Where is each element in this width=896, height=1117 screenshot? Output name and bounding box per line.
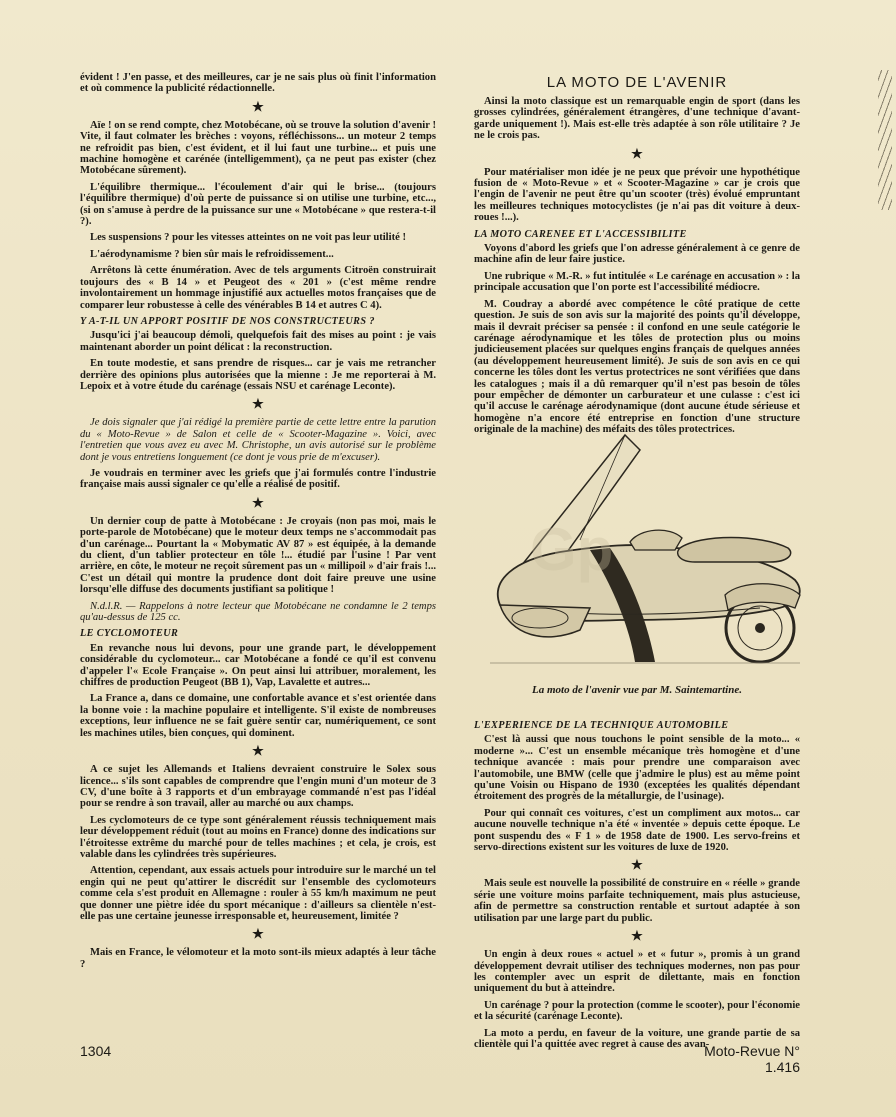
paragraph: Un carénage ? pour la protection (comme le scooter), pour l'économie et la sécurité (carénage Leconte). — [474, 999, 800, 1023]
left-column — [80, 72, 436, 1037]
article-title: LA MOTO DE L'AVENIR — [546, 74, 728, 91]
paragraph: Mais en France, le vélomoteur et la moto sont-ils mieux adaptés à leur tâche ? — [80, 947, 436, 970]
paragraph: M. Coudray a abordé avec compétence le côté pratique de cette question. Je suis de son avis sur la majorité des points qu'il développe, mais il devrait préciser sa pensée : il confond en une seule catégorie le carénage aérodynamique et les tôles de protection plus ou moins judicieusement placées sur quelques engins français de quelques années (au développement heureusement limité). Je suis de son avis en ce qui concerne les tôles dont les vertus protectrices ne sont vérifiées que dans les catalogues ; mais il a dû remarquer qu'il n'est pas besoin de tôles pour empêcher de démonter un carburateur et une culasse : c'est ici qu'il accuse le carénage aérodynamique (dont aucune étude sérieuse et homogène n'a encore été entreprise en fonction d'une structure originale de la machine) des méfaits des tôles protectrices. — [474, 298, 800, 436]
binding-edge — [878, 70, 892, 210]
right-column-bottom — [474, 716, 800, 1050]
section-heading: L'EXPERIENCE DE LA TECHNIQUE AUTOMOBILE — [474, 720, 729, 731]
page-number: 1304 — [80, 1043, 112, 1059]
paragraph: C'est là aussi que nous touchons le point sensible de la moto... « moderne »... C'est un ensemble mécanique très homogène et d'une technique avancée : mais pour prendre une comparaison avec l'automobile, une BMW (celle que j'admire le plus) est au même point qu'une Voisin ou Hispano de 1930 (exceptées les qualités dépendant étroitement des progrès de la métallurgie, de l'usinage). — [474, 734, 800, 803]
section-star: ★ — [631, 145, 643, 161]
section-star: ★ — [631, 928, 643, 944]
paragraph: Un dernier coup de patte à Motobécane : Je croyais (non pas moi, mais le porte-parole de Motobécane) que le moteur deux temps ne s'accommodait pas d'un carénage... Pourtant la « Mobymatic AV 87 » est équipée, à la demande du client, d'un tablier protecteur en tôle !... étudié par l'usine ! Par vent arrière, en côte, le moteur ne reçoit sûrement pas un « millipoil » d'air frais !... C'est un détail qui montre la prudence dont doit faire preuve une usine lorsqu'elle diffuse des documents justifiant sa politique ! — [80, 515, 436, 596]
section-star: ★ — [252, 396, 264, 412]
paragraph: Mais seule est nouvelle la possibilité de construire en « réelle » grande série une voiture moins parfaite techniquement, mais plus astucieuse, afin de permettre sa construction rentable et surtout adaptée à son utilisation par une large part du public. — [474, 878, 800, 924]
paragraph: Je voudrais en terminer avec les griefs que j'ai formulés contre l'industrie française mais aussi signaler ce qu'elle a réalisé de positif. — [80, 467, 436, 491]
paragraph: Ainsi la moto classique est un remarquable engin de sport (dans les grosses cylindrées, généralement étrangères, d'une technique d'avant-garde uniquement !). Mais est-elle très adaptée à son rôle utilitaire ? Je ne le crois pas. — [474, 96, 800, 142]
paragraph: L'aérodynamisme ? bien sûr mais le refroidissement... — [90, 248, 334, 260]
paragraph: Pour matérialiser mon idée je ne peux que prévoir une hypothétique fusion de « Moto-Revue » et « Scooter-Magazine » car je crois que l'engin de l'avenir ne peut être qu'un scooter (très) évolué empruntant les meilleures techniques motocyclistes (je n'ai pas dit voiture à deux-roues !...). — [474, 166, 800, 224]
magazine-issue: Moto-Revue N° 1.416 — [704, 1043, 800, 1075]
paragraph: La moto a perdu, en faveur de la voiture, une grande partie de sa clientèle qui l'a quittée avec regret à cause des avan- — [474, 1027, 800, 1050]
paragraph: En toute modestie, et sans prendre de risques... car je vais me retrancher derrière des opinions plus autorisées que la mienne : Je me reporterai à M. Lepoix et à votre étude du carénage (essais NSU et carénage Leconte). — [80, 358, 436, 392]
section-heading: LA MOTO CARENEE ET L'ACCESSIBILITE — [474, 228, 687, 240]
illustration-caption: La moto de l'avenir vue par M. Saintemartine. — [532, 684, 742, 696]
paragraph: A ce sujet les Allemands et Italiens devraient construire le Solex sous licence... s'ils sont capables de comprendre que l'engin muni d'un moteur de 3 CV, d'une boîte à 3 rapports et d'un embrayage commandé n'est pas l'idéal pour se rendre à son travail, aller au marché ou aux champs. — [80, 764, 436, 810]
section-heading: Y A-T-IL UN APPORT POSITIF DE NOS CONSTRUCTEURS ? — [80, 315, 375, 327]
paragraph: Aïe ! on se rend compte, chez Motobécane, où se trouve la solution d'avenir ! Vite, il faut colmater les brèches : voyons, réfléchissons... un moteur 2 temps ne refroidit pas bien, c'est évident, et il lui faut une turbine... et puis une machine homogène et carénée (intelligemment), ça ne peut pas exister (chez Motobécane sûrement). — [80, 119, 436, 177]
right-column-top — [474, 96, 801, 436]
streamlined-motorcycle-drawing — [470, 430, 810, 675]
paragraph: évident ! J'en passe, et des meilleures, car je ne sais plus où finit l'information et où commence la publicité rédactionnelle. — [80, 72, 436, 95]
section-star: ★ — [252, 494, 264, 510]
paragraph: Voyons d'abord les griefs que l'on adresse généralement à ce genre de machine afin de leur faire justice. — [474, 243, 800, 266]
paragraph: En revanche nous lui devons, pour une grande part, le développement considérable du cyclomoteur... car Motobécane a fondé ce qu'il est convenu d'appeler l'« Ecole Française ». On peut ainsi lui attribuer, moralement, les chiffres de production Peugeot (BB 1), Vap, Lavalette et autres... — [80, 642, 436, 689]
section-star: ★ — [252, 926, 264, 942]
paragraph: Jusqu'ici j'ai beaucoup démoli, quelquefois fait des mises au point : je vais maintenant aborder un point délicat : la reconstruction. — [80, 330, 436, 353]
section-star: ★ — [252, 98, 264, 114]
paragraph: La France a, dans ce domaine, une confortable avance et s'est orientée dans la bonne voie : la machine populaire et intelligente. S'il existe de nombreuses exceptions, leur influence ne se fait guère sentir car, numériquement, ce sont les machines utiles, bien conçues, qui dominent. — [80, 693, 436, 739]
motorcycle-illustration — [470, 430, 810, 675]
section-star: ★ — [631, 857, 643, 873]
paragraph: L'équilibre thermique... l'écoulement d'air qui le brise... (toujours l'équilibre thermique) d'où perte de puissance si on utilise une turbine, etc..., (si on s'amuse à perdre de la puissance sur une « Motobécane » que restera-t-il ?). — [80, 181, 436, 228]
section-heading: LE CYCLOMOTEUR — [80, 628, 179, 640]
paragraph: Les suspensions ? pour les vitesses atteintes on ne voit pas leur utilité ! — [90, 232, 406, 244]
section-star: ★ — [252, 743, 264, 759]
paragraph: Un engin à deux roues « actuel » et « futur », promis à un grand développement devrait utiliser des techniques modernes, non pas pour les contempler avec un esprit de dilettante, mais en fonction uniquement du but à atteindre. — [474, 949, 800, 995]
paragraph: Arrêtons là cette énumération. Avec de tels arguments Citroën construirait toujours des « B 14 » et Peugeot des « 201 » (c'est même rendre involontairement un hommage injustifié aux actuelles motos françaises que de comparer leur robustesse à celle des vénérables B 14 et autres C 4). — [80, 265, 436, 311]
italic-note: Je dois signaler que j'ai rédigé la première partie de cette lettre entre la parution du « Moto-Revue » de Salon et celle de « Scooter-Magazine ». Voici, avec l'entretien que vous avez eu avec M. Christophe, un avis autorisé sur le problème dont je vous entretiens longuement (ce dont je vous prie de m'excuser). — [80, 417, 436, 463]
svg-text:Gp: Gp — [530, 516, 614, 583]
editor-note: N.d.l.R. — Rappelons à notre lecteur que Motobécane ne condamne le 2 temps qu'au-dessus de 125 cc. — [80, 600, 436, 624]
paragraph: Une rubrique « M.-R. » fut intitulée « Le carénage en accusation » : la principale accusation que l'on porte est l'accessibilité médiocre. — [474, 270, 801, 294]
paragraph: Les cyclomoteurs de ce type sont généralement réussis techniquement mais leur développement réduit (tout au moins en France) donne des indications sur l'étroitesse extrême du marché pour de telles machines ; et cela, je crois, est valable dans les cylindrées très supérieures. — [80, 814, 436, 860]
paragraph: Attention, cependant, aux essais actuels pour introduire sur le marché un tel engin qui ne peut qu'attirer le discrédit sur l'ensemble des cyclomoteurs comme cela s'est produit en Allemagne : rouler à 55 km/h maximum ne peut que donner une piètre idée du sport mécanique : d'ailleurs sa clientèle n'est-elle pas une certaine jeunesse irresponsable et, heureusement, limitée ? — [80, 865, 436, 922]
paragraph: Pour qui connaît ces voitures, c'est un compliment aux motos... car aucune nouvelle technique n'a été « inventée » depuis cette époque. Le pont suspendu des « F 1 » de 1958 date de 1900. Les servo-freins et servo-directions existent sur les voitures de luxe de 1920. — [474, 807, 800, 854]
